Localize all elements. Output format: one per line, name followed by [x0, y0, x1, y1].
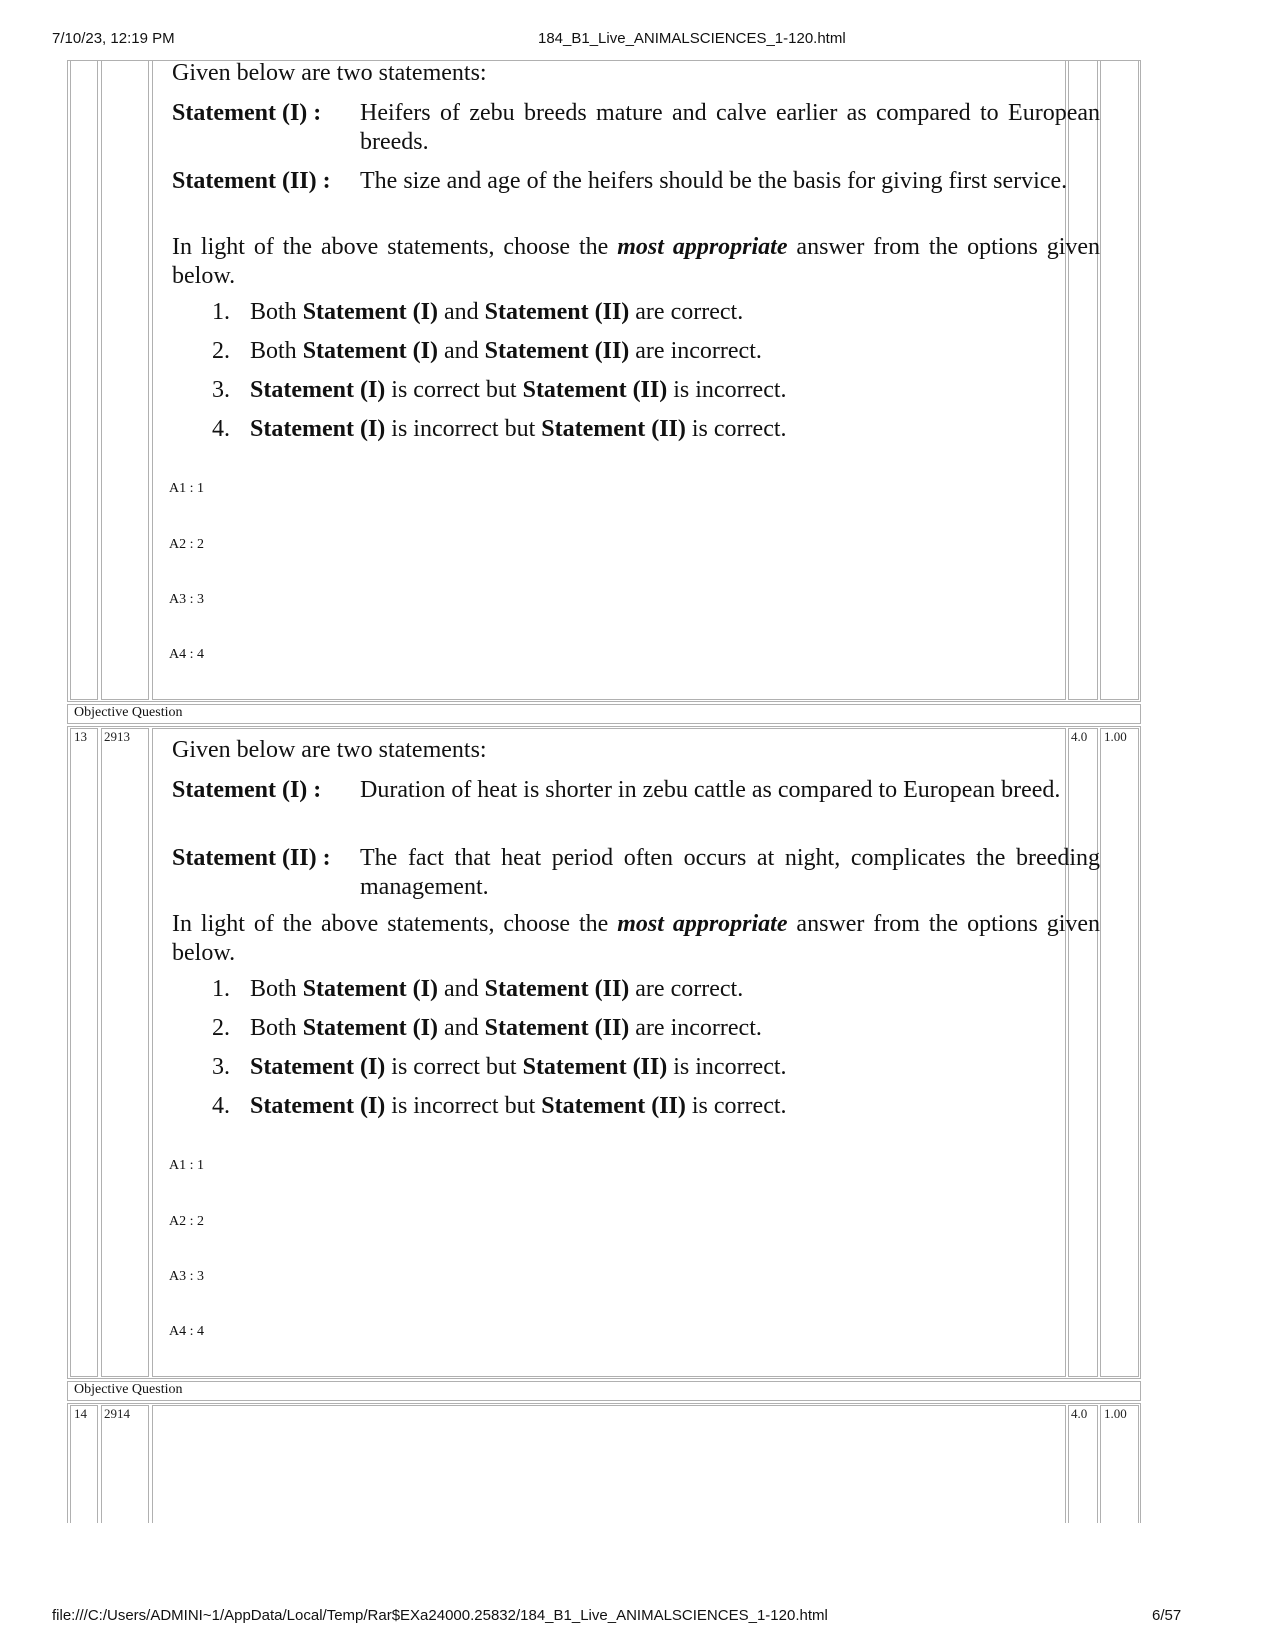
print-datetime: 7/10/23, 12:19 PM — [52, 30, 175, 47]
answer-option: A4 : 4 — [169, 1324, 204, 1339]
question-negative-marks: 1.00 — [1104, 729, 1127, 744]
statement-2-text: The size and age of the heifers should be the basis for giving first service. — [360, 168, 1068, 194]
question-type-label: Objective Question — [74, 705, 183, 720]
answer-option: A1 : 1 — [169, 1158, 204, 1173]
option-1: 1. Both Statement (I) and Statement (II) are correct. — [212, 976, 744, 1002]
statement-1-label: Statement (I) : — [172, 100, 322, 126]
question-marks: 4.0 — [1071, 729, 1088, 744]
statement-2-text: The fact that heat period often occurs at night, complicates the breeding management. — [360, 845, 1100, 900]
question-intro: Given below are two statements: — [172, 60, 487, 86]
serial-cell — [70, 60, 98, 700]
statement-2-label: Statement (II) : — [172, 168, 331, 194]
statement-1 — [172, 99, 1100, 157]
question-serial: 13 — [74, 729, 87, 744]
question-id: 2914 — [104, 1406, 130, 1421]
question-serial: 14 — [74, 1406, 87, 1421]
option-3: 3. Statement (I) is correct but Statement (II) is incorrect. — [212, 1054, 787, 1080]
statement-1-text: Duration of heat is shorter in zebu cattle as compared to European breed. — [360, 777, 1061, 803]
id-cell — [101, 60, 149, 700]
option-2: 2. Both Statement (I) and Statement (II) are incorrect. — [212, 338, 762, 364]
statement-1 — [172, 776, 1100, 834]
id-cell — [101, 1405, 149, 1523]
question-intro: Given below are two statements: — [172, 737, 487, 763]
answer-option: A2 : 2 — [169, 537, 204, 552]
print-page-number: 6/57 — [1152, 1607, 1182, 1624]
print-file-path: file:///C:/Users/ADMINI~1/AppData/Local/Temp/Rar$EXa24000.25832/184_B1_Live_ANIMALSCIENCES_1-120.html — [52, 1607, 828, 1624]
statement-2 — [172, 844, 1100, 902]
id-cell — [101, 728, 149, 1377]
option-3: 3. Statement (I) is correct but Statement (II) is incorrect. — [212, 377, 787, 403]
option-2: 2. Both Statement (I) and Statement (II) are incorrect. — [212, 1015, 762, 1041]
option-4: 4. Statement (I) is incorrect but Statement (II) is correct. — [212, 416, 787, 442]
question-type-row — [67, 704, 1141, 724]
answer-option: A3 : 3 — [169, 1269, 204, 1284]
option-4: 4. Statement (I) is incorrect but Statement (II) is correct. — [212, 1093, 787, 1119]
statement-2-label: Statement (II) : — [172, 845, 331, 871]
statement-1-text: Heifers of zebu breeds mature and calve earlier as compared to European breeds. — [360, 100, 1100, 155]
negative-cell — [1100, 60, 1139, 700]
print-doc-title: 184_B1_Live_ANIMALSCIENCES_1-120.html — [538, 30, 846, 47]
answer-option: A1 : 1 — [169, 481, 204, 496]
instruction: In light of the above statements, choose the most appropriate answer from the options given below. — [172, 234, 1101, 289]
answer-option: A2 : 2 — [169, 1214, 204, 1229]
instruction-emphasis: most appropriate — [617, 234, 788, 260]
answer-option: A3 : 3 — [169, 592, 204, 607]
question-cell — [152, 1405, 1066, 1523]
option-1: 1. Both Statement (I) and Statement (II) are correct. — [212, 299, 744, 325]
serial-cell — [70, 1405, 98, 1523]
answer-option: A4 : 4 — [169, 647, 204, 662]
statement-1-label: Statement (I) : — [172, 777, 322, 803]
question-id: 2913 — [104, 729, 130, 744]
instruction-emphasis: most appropriate — [617, 911, 788, 937]
question-type-row — [67, 1381, 1141, 1401]
question-negative-marks: 1.00 — [1104, 1406, 1127, 1421]
marks-cell — [1068, 1405, 1098, 1523]
question-type-label: Objective Question — [74, 1382, 183, 1397]
negative-cell — [1100, 728, 1139, 1377]
question-marks: 4.0 — [1071, 1406, 1088, 1421]
serial-cell — [70, 728, 98, 1377]
instruction: In light of the above statements, choose the most appropriate answer from the options given below. — [172, 911, 1101, 966]
statement-2 — [172, 167, 1100, 225]
negative-cell — [1100, 1405, 1139, 1523]
